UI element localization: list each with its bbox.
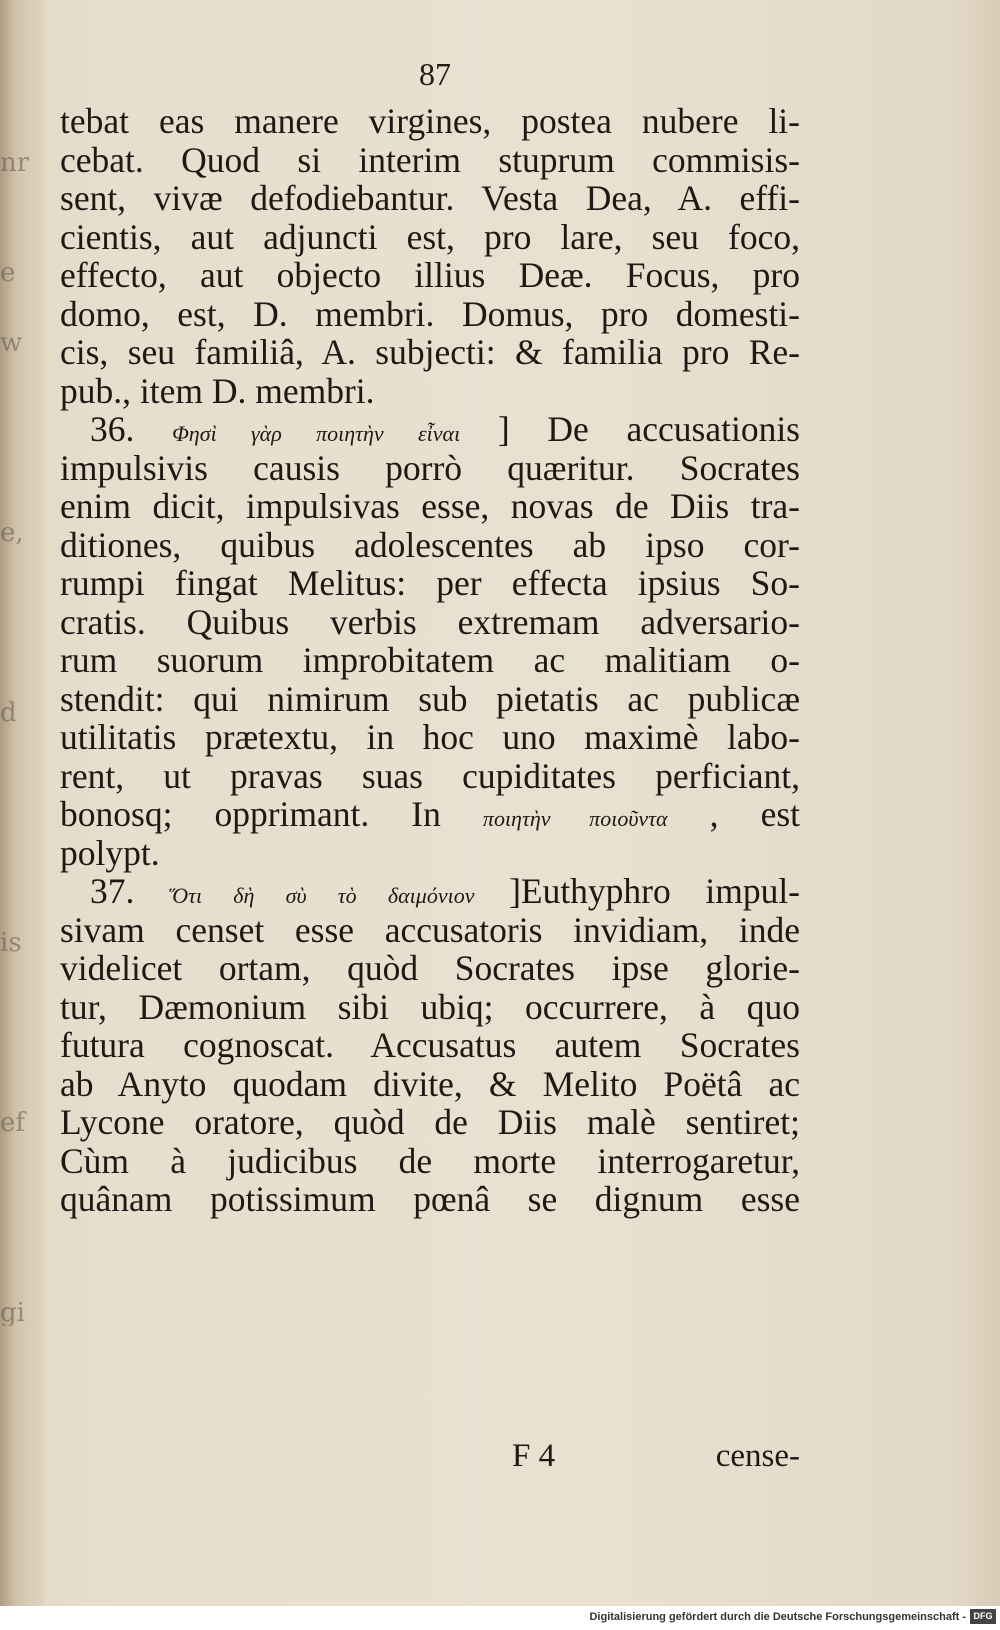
scan-credit-bar [0, 1606, 1000, 1630]
text-line: tebat eas manere virgines, postea nubere li- [60, 101, 800, 141]
greek-lemma: Φησὶ γὰρ ποιητὴν εἶναι [172, 421, 461, 446]
bleed-through-mark: d [0, 700, 17, 726]
signature-mark: F 4 [512, 1438, 556, 1474]
page-number: 87 [419, 56, 451, 92]
text-line: tur, Dæmonium sibi ubiq; occurrere, à quo [60, 986, 800, 1027]
text-line: videlicet ortam, quòd Socrates ipse glorie- [60, 948, 800, 988]
bleed-through-mark: e, [0, 520, 24, 546]
note-number: 37. [90, 871, 135, 911]
book-spine-shadow [0, 0, 44, 1606]
text-line: effecto, aut objecto illius Deæ. Focus, pro [60, 255, 800, 295]
bleed-through-mark: gi [0, 1300, 25, 1326]
text-line: polypt. [60, 832, 160, 873]
text-line: cebat. Quod si interim stuprum commisis- [60, 139, 800, 180]
text-line: sivam censet esse accusatoris invidiam, inde [60, 909, 800, 950]
catchword: cense- [715, 1438, 800, 1474]
note-37-heading [60, 872, 800, 911]
page-footer [60, 1438, 800, 1478]
text-line-with-greek: bonosq; opprimant. In ποιητὴν ποιοῦντα , est [60, 794, 801, 834]
text-line: Cùm à judicibus de morte interrogaretur, [60, 1140, 800, 1181]
text-line: rent, ut pravas suas cupiditates perficiant, [60, 755, 800, 796]
text-line: ditiones, quibus adolescentes ab ipso cor- [60, 524, 800, 565]
text-line: quânam potissimum pœnâ se dignum esse [60, 1179, 800, 1219]
bleed-through-mark: ef [0, 1110, 26, 1136]
text-line: impulsivis causis porrò quæritur. Socrates [60, 447, 800, 488]
text-line: enim dicit, impulsivas esse, novas de Diis tra- [60, 486, 800, 526]
note-number: 36. [90, 409, 135, 449]
bleed-through-mark: e [0, 260, 16, 286]
text-line: pub., item D. membri. [60, 370, 375, 411]
lemma-continuation: ]Euthyphro impul- [509, 871, 801, 911]
text-line: futura cognoscat. Accusatus autem Socrates [60, 1025, 800, 1065]
bleed-through-mark: is [0, 930, 22, 956]
dfg-logo: DFG [970, 1609, 996, 1624]
main-text [60, 102, 800, 1219]
bleed-through-mark: nr [0, 150, 30, 176]
text-line: utilitatis prætextu, in hoc uno maximè labo- [60, 717, 800, 757]
lemma-continuation: ] De accusationis [497, 409, 800, 449]
text-line: sent, vivæ defodiebantur. Vesta Dea, A. effi- [60, 178, 800, 218]
bleed-through-mark: w [0, 330, 23, 356]
text-line: cientis, aut adjuncti est, pro lare, seu foco, [60, 216, 800, 257]
text-line: domo, est, D. membri. Domus, pro domesti- [60, 293, 800, 334]
text-line: cis, seu familiâ, A. subjecti: & familia pro Re- [60, 332, 800, 372]
text-line: cratis. Quibus verbis extremam adversario- [60, 601, 800, 642]
text-line: Lycone oratore, quòd de Diis malè sentiret; [60, 1102, 800, 1142]
note-36-heading [60, 410, 800, 449]
greek-phrase: ποιητὴν ποιοῦντα [482, 806, 668, 831]
scan-credit-text: Digitalisierung gefördert durch die Deutsche Forschungsgemeinschaft - [589, 1611, 966, 1623]
text-line: stendit: qui nimirum sub pietatis ac publicæ [60, 678, 800, 719]
text-line: rumpi fingat Melitus: per effecta ipsius So- [60, 563, 800, 603]
text-line: ab Anyto quodam divite, & Melito Poëtâ ac [60, 1063, 800, 1104]
greek-lemma: Ὅτι δὴ σὺ τὸ δαιμόνιον [168, 883, 475, 908]
text-line: rum suorum improbitatem ac malitiam o- [60, 640, 800, 680]
